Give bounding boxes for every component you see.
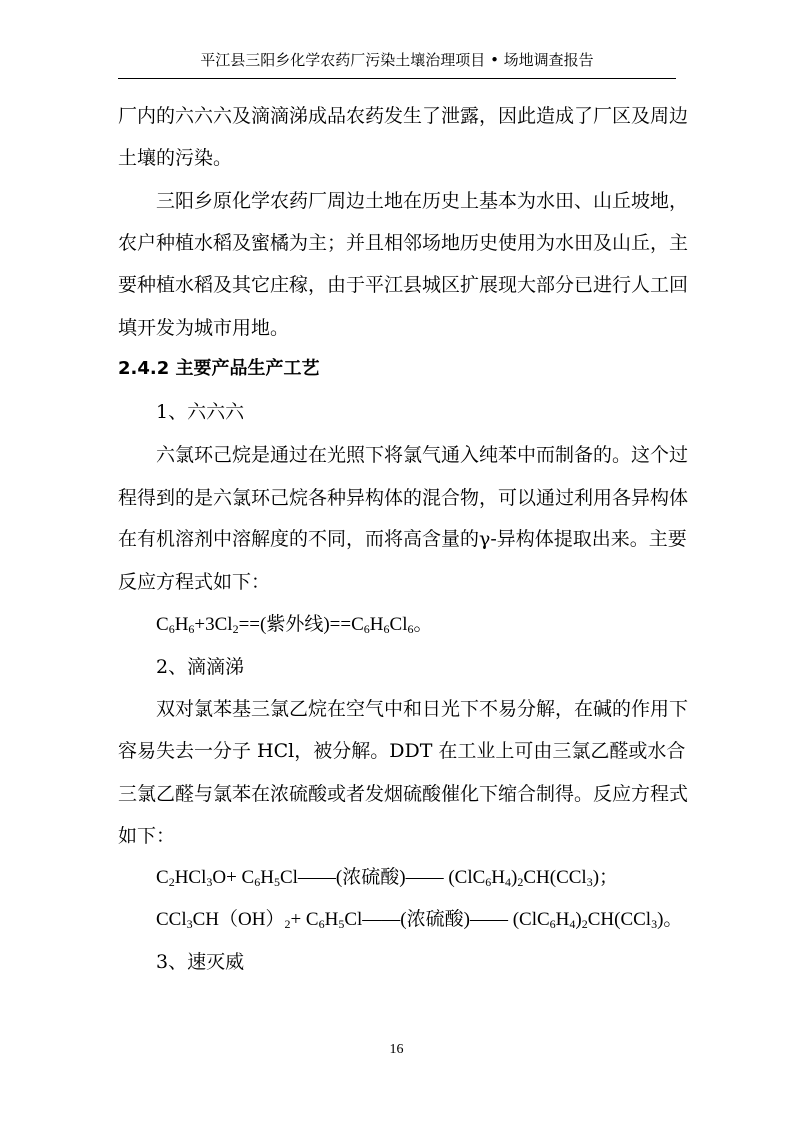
- reaction-equation: $CCl_3CH(OH)_2+$ $C_6H_5Cl——$(浓硫酸)—— $(ClC_6H_4)_2CH(CCl_3)$。: [156, 909, 683, 931]
- paragraph-line: 要种植水稻及其它庄稼，由于平江县城区扩展现大部分已进行人工回: [118, 274, 689, 296]
- paragraph-line: 三阳乡原化学农药厂周边土地在历史上基本为水田、山丘坡地，: [156, 190, 689, 212]
- section-heading: 2.4.2 主要产品生产工艺: [118, 358, 320, 379]
- paragraph-line: 农户种植水稻及蜜橘为主；并且相邻场地历史使用为水田及山丘，主: [118, 232, 689, 254]
- item-title: 3、速灭威: [156, 951, 245, 973]
- reaction-equation: $C_6H_6+3Cl_2==$(紫外线)$==C_6H_6Cl_6$。: [156, 614, 433, 636]
- paragraph-line: 厂内的六六六及滴滴涕成品农药发生了泄露，因此造成了厂区及周边: [118, 105, 689, 127]
- paragraph-line: 填开发为城市用地。: [118, 317, 290, 339]
- paragraph-line: 程得到的是六氯环己烷各种异构体的混合物，可以通过利用各异构体: [118, 487, 689, 509]
- paragraph-line: 三氯乙醛与氯苯在浓硫酸或者发烟硫酸催化下缩合制得。反应方程式: [118, 783, 689, 805]
- item-title: 2、滴滴涕: [156, 656, 245, 678]
- paragraph-line: 双对氯苯基三氯乙烷在空气中和日光下不易分解，在碱的作用下: [156, 698, 689, 720]
- paragraph-line: 反应方程式如下：: [118, 571, 271, 593]
- paragraph-line: 如下：: [118, 825, 176, 847]
- item-title: 1、六六六: [156, 401, 245, 423]
- paragraph-line: 土壤的污染。: [118, 147, 233, 169]
- header-title: 平江县三阳乡化学农药厂污染土壤治理项目 • 场地调查报告: [200, 51, 594, 69]
- header-rule: [118, 78, 676, 79]
- reaction-equation: $C_2HCl_3O+$ $C_6H_5Cl——$(浓硫酸)—— $(ClC_6H_4)_2CH(CCl_3)$；: [156, 867, 619, 889]
- paragraph-line: 容易失去一分子 HCl，被分解。DDT 在工业上可由三氯乙醛或水合: [118, 740, 686, 762]
- page-number: 16: [389, 1042, 404, 1057]
- paragraph-line: 在有机溶剂中溶解度的不同，而将高含量的γ-异构体提取出来。主要: [118, 528, 687, 550]
- paragraph-line: 六氯环己烷是通过在光照下将氯气通入纯苯中而制备的。这个过: [156, 444, 689, 466]
